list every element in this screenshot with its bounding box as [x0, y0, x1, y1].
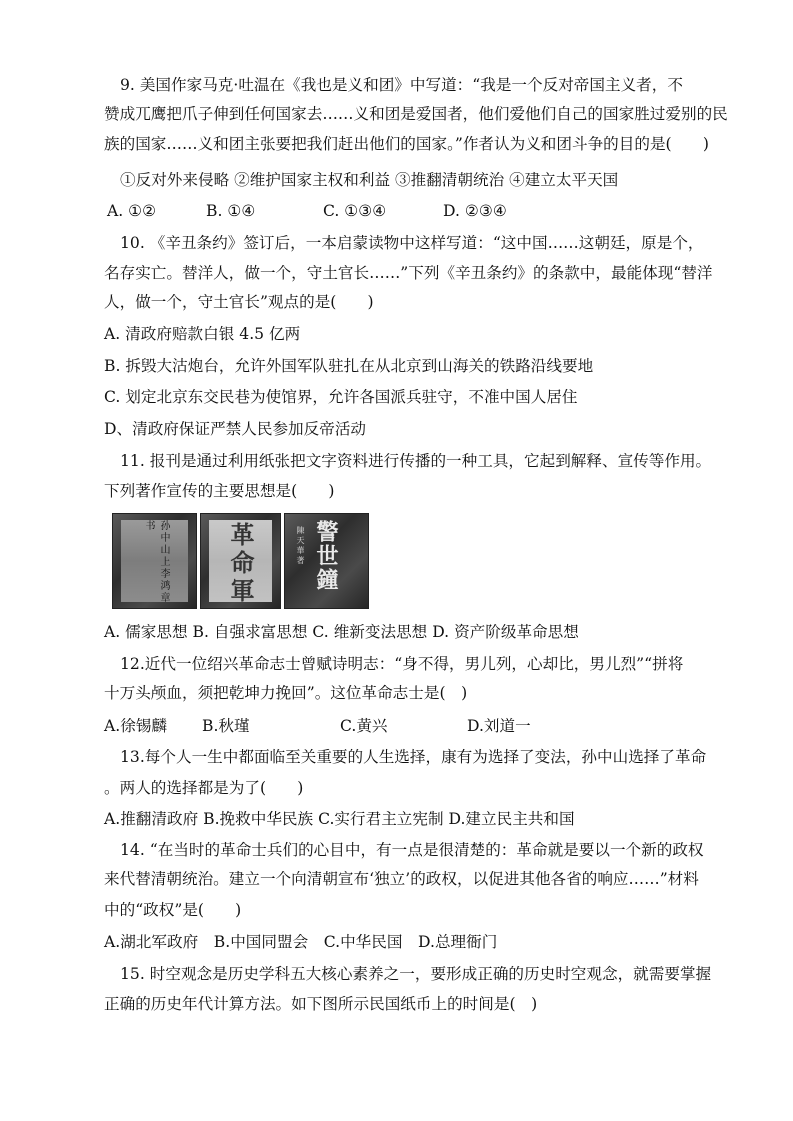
book-cover-1: [112, 513, 197, 609]
q13-line-1: 13.每个人一生中都面临至关重要的人生选择，康有为选择了变法，孙中山选择了革命: [120, 748, 707, 766]
q13-line-2: 。两人的选择都是为了( ): [104, 779, 304, 797]
q11-options: A. 儒家思想 B. 自强求富思想 C. 维新变法思想 D. 资产阶级革命思想: [104, 623, 579, 641]
q14-line-1: 14. “在当时的革命士兵们的心目中，有一点是很清楚的：革命就是要以一个新的政权: [120, 841, 704, 859]
q12-option-d: D.刘道一: [467, 717, 531, 735]
q10-option-a: A. 清政府赔款白银 4.5 亿两: [104, 325, 301, 343]
q15-line-2: 正确的历史年代计算方法。如下图所示民国纸币上的时间是( ): [104, 995, 538, 1013]
q14-line-3: 中的“政权”是( ): [104, 901, 242, 919]
q9-option-a: A. ①②: [107, 202, 157, 220]
q9-option-d: D. ②③④: [443, 202, 507, 220]
book-cover-2: [200, 513, 281, 609]
q9-option-c: C. ①③④: [323, 202, 387, 220]
q12-option-c: C.黄兴: [340, 717, 388, 735]
q15-line-1: 15. 时空观念是历史学科五大核心素养之一，要形成正确的历史时空观念，就需要掌握: [120, 965, 712, 983]
q11-line-2: 下列著作宣传的主要思想是( ): [104, 482, 335, 500]
book-cover-3-author: 陳天華著: [296, 526, 305, 566]
q9-items: ①反对外来侵略 ②维护国家主权和利益 ③推翻清朝统治 ④建立太平天国: [120, 171, 619, 189]
book-cover-3: [284, 513, 369, 609]
q14-line-2: 来代替清朝统治。建立一个向清朝宣布‘独立’的政权，以促进其他各省的响应……”材料: [104, 870, 699, 888]
book-cover-1-title: 孙中山上李鸿章书: [143, 520, 169, 604]
q11-book-images: [112, 513, 372, 607]
q12-option-b: B.秋瑾: [202, 717, 250, 735]
book-cover-2-title: 革命軍: [226, 522, 255, 606]
q10-line-3: 人，做一个，守土官长”观点的是( ): [104, 293, 374, 311]
q9-line-1: 9. 美国作家马克·吐温在《我也是义和团》中写道：“我是一个反对帝国主义者，不: [120, 76, 683, 94]
q13-options: A.推翻清政府 B.挽救中华民族 C.实行君主立宪制 D.建立民主共和国: [104, 810, 575, 828]
q10-line-1: 10. 《辛丑条约》签订后，一本启蒙读物中这样写道：“这中国……这朝廷，原是个，: [120, 234, 704, 252]
q10-option-d: D、清政府保证严禁人民参加反帝活动: [104, 420, 367, 438]
q9-line-2: 赞成兀鹰把爪子伸到任何国家去……义和团是爱国者，他们爱他们自己的国家胜过爱别的民: [104, 105, 728, 123]
book-cover-3-title: 警世鐘: [313, 520, 339, 592]
q9-option-b: B. ①④: [206, 202, 256, 220]
q12-option-a: A.徐锡麟: [104, 717, 167, 735]
q10-option-c: C. 划定北京东交民巷为使馆界，允许各国派兵驻守，不准中国人居住: [104, 388, 578, 406]
q11-line-1: 11. 报刊是通过利用纸张把文字资料进行传播的一种工具，它起到解释、宣传等作用。: [120, 452, 712, 470]
q12-line-1: 12.近代一位绍兴革命志士曾赋诗明志：“身不得，男儿列，心却比，男儿烈”“拼将: [120, 655, 684, 673]
q9-line-3: 族的国家……义和团主张要把我们赶出他们的国家。”作者认为义和团斗争的目的是( ): [104, 135, 709, 153]
q10-option-b: B. 拆毁大沽炮台，允许外国军队驻扎在从北京到山海关的铁路沿线要地: [104, 357, 594, 375]
q10-line-2: 名存实亡。替洋人，做一个，守土官长……”下列《辛丑条约》的条款中，最能体现“替洋: [104, 264, 713, 282]
q12-line-2: 十万头颅血，须把乾坤力挽回”。这位革命志士是( ): [104, 684, 468, 702]
q14-options: A.湖北军政府 B.中国同盟会 C.中华民国 D.总理衙门: [104, 933, 498, 951]
